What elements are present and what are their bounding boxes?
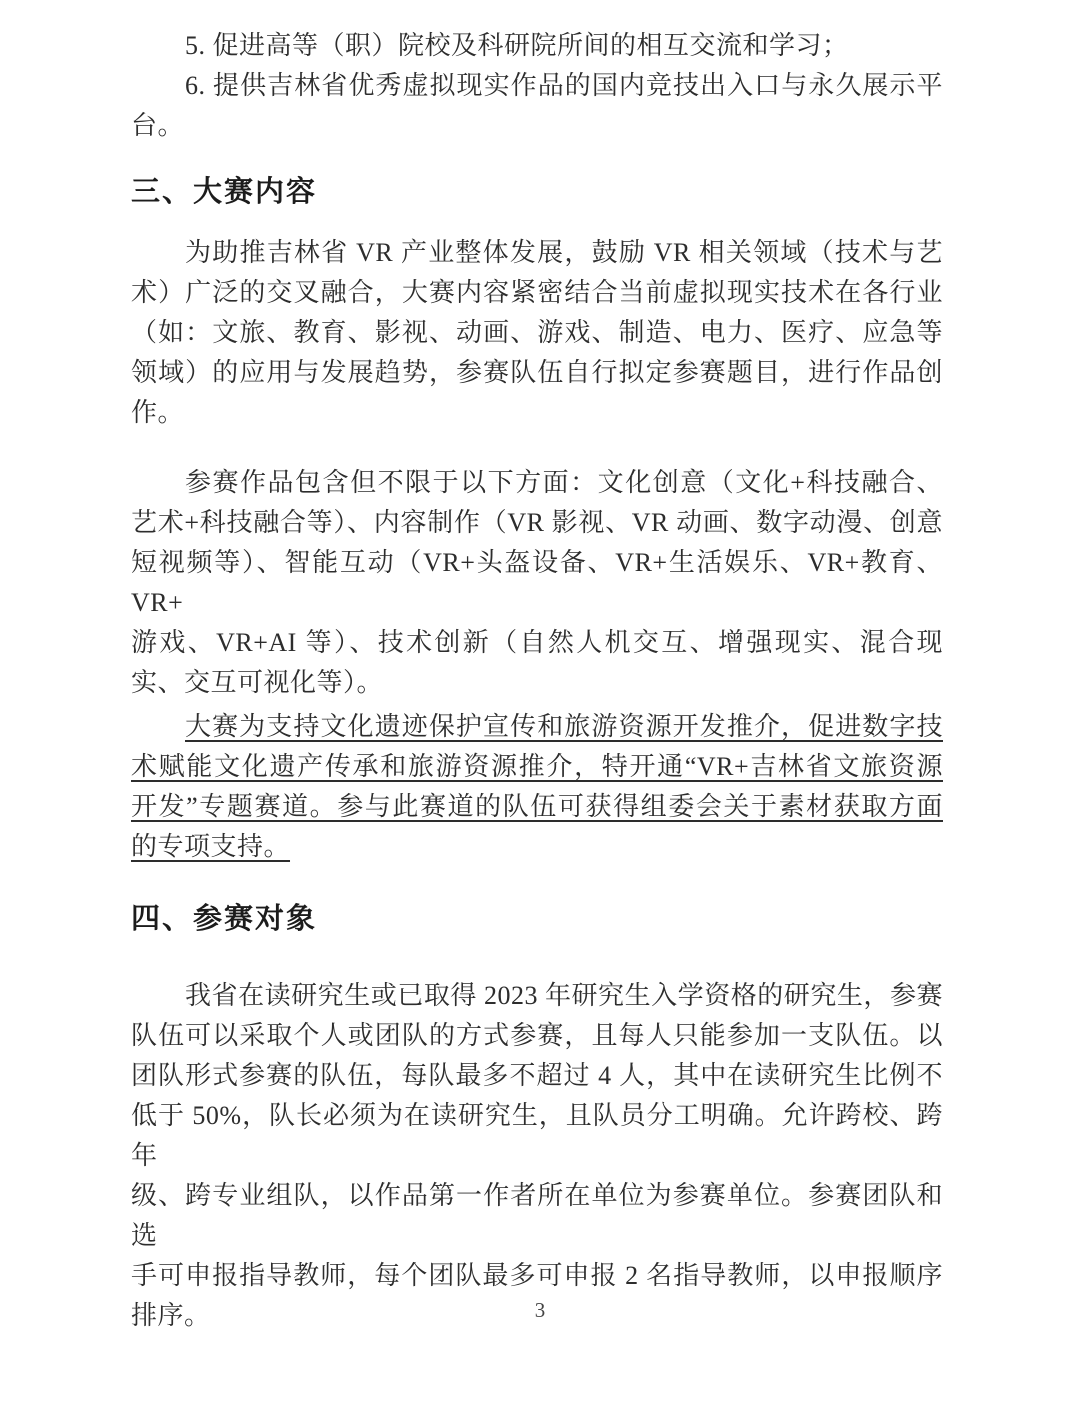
paragraph	[131, 463, 943, 703]
underlined-paragraph	[131, 707, 943, 867]
paragraph	[131, 66, 943, 146]
text-line: 术）广泛的交叉融合，大赛内容紧密结合当前虚拟现实技术在各行业	[131, 278, 943, 307]
document-content	[131, 26, 943, 1336]
paragraph	[131, 233, 943, 433]
text-line: 排序。	[131, 1301, 211, 1330]
text-line: 领域）的应用与发展趋势，参赛队伍自行拟定参赛题目，进行作品创	[131, 358, 943, 387]
text-line: 手可申报指导教师，每个团队最多可申报 2 名指导教师，以申报顺序	[131, 1261, 943, 1290]
text-line: 大赛为支持文化遗迹保护宣传和旅游资源开发推介，促进数字技	[185, 712, 943, 741]
text-line: 5. 促进高等（职）院校及科研院所间的相互交流和学习；	[185, 31, 849, 60]
text-line: （如：文旅、教育、影视、动画、游戏、制造、电力、医疗、应急等	[131, 318, 943, 347]
text-line: 短视频等）、智能互动（VR+头盔设备、VR+生活娱乐、VR+教育、VR+	[131, 548, 943, 617]
text-line: 为助推吉林省 VR 产业整体发展，鼓励 VR 相关领域（技术与艺	[185, 238, 943, 267]
text-line: 作。	[131, 398, 185, 427]
text-line: 术赋能文化遗产传承和旅游资源推介，特开通“VR+吉林省文旅资源	[131, 752, 943, 781]
text-line: 队伍可以采取个人或团队的方式参赛，且每人只能参加一支队伍。以	[131, 1021, 943, 1050]
section-heading: 四、参赛对象	[131, 903, 318, 935]
text-line: 我省在读研究生或已取得 2023 年研究生入学资格的研究生，参赛	[185, 981, 943, 1010]
page-number: 3	[534, 1298, 546, 1322]
text-line: 游戏、VR+AI 等）、技术创新（自然人机交互、增强现实、混合现	[131, 628, 943, 657]
text-line: 团队形式参赛的队伍，每队最多不超过 4 人，其中在读研究生比例不	[131, 1061, 943, 1090]
section-heading: 三、大赛内容	[131, 176, 318, 208]
paragraph	[131, 976, 943, 1336]
text-line: 低于 50%，队长必须为在读研究生，且队员分工明确。允许跨校、跨年	[131, 1101, 943, 1170]
text-line: 开发”专题赛道。参与此赛道的队伍可获得组委会关于素材获取方面	[131, 792, 943, 821]
paragraph	[131, 26, 943, 66]
text-line: 艺术+科技融合等）、内容制作（VR 影视、VR 动画、数字动漫、创意	[131, 508, 943, 537]
text-line: 实、交互可视化等）。	[131, 668, 384, 697]
text-line: 的专项支持。	[131, 832, 291, 861]
text-line: 6. 提供吉林省优秀虚拟现实作品的国内竞技出入口与永久展示平	[185, 71, 943, 100]
text-line: 参赛作品包含但不限于以下方面：文化创意（文化+科技融合、	[185, 468, 943, 497]
text-line: 级、跨专业组队，以作品第一作者所在单位为参赛单位。参赛团队和选	[131, 1181, 943, 1250]
text-line: 台。	[131, 111, 185, 140]
